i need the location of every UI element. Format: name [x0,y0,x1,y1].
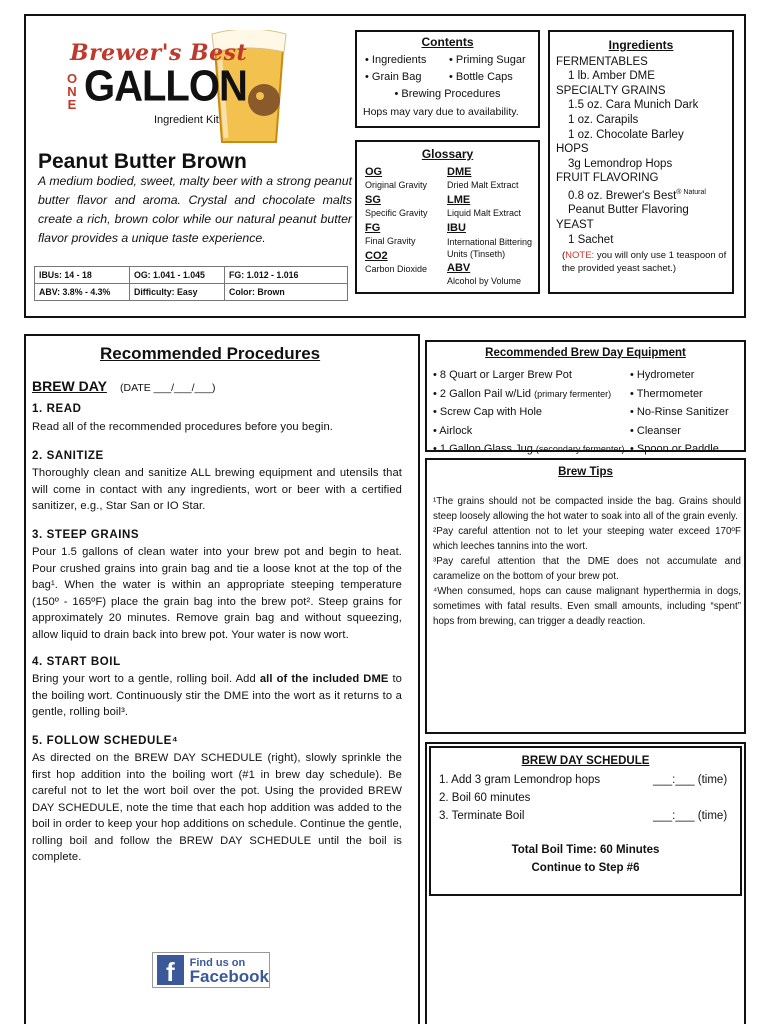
stat-ibu: IBUs: 14 - 18 [35,267,130,284]
step-5-title: 5. FOLLOW SCHEDULE⁴ [32,735,179,747]
ingredient-item: 1.5 oz. Cara Munich Dark [568,99,699,112]
brew-day-label: BREW DAY [32,378,107,394]
contents-item: • Grain Bag [365,71,422,83]
step-4-text-c: to the boiling wort. Continuously stir the DME into the wort as it returns to a gentle, rolling boil³. [32,673,402,718]
stats-row [35,284,348,301]
equipment-item [433,422,624,441]
ingredients-box [548,30,734,294]
contents-item: • Priming Sugar [449,54,526,66]
equipment-item: • No-Rinse Sanitizer [630,406,729,418]
brew-tip: ⁴When consumed, hops can cause malignant hyperthermia in dogs, sometimes with fatal results. Even small amounts, including “spent” hops from brewing, can trigger a deadly reaction. [433,586,741,627]
glossary-box [355,140,540,294]
ingredient-category: FRUIT FLAVORING [556,172,659,185]
stats-row [35,267,348,284]
procedures-title: Recommended Procedures [100,344,321,363]
ingredient-item: 3g Lemondrop Hops [568,157,673,170]
glossary-abbr: IBU [447,222,466,234]
contents-box [355,30,540,128]
facebook-icon: f [157,955,184,985]
schedule-item: 3. Terminate Boil [439,810,525,822]
equipment-list-left [433,366,624,459]
stat-fg: FG: 1.012 - 1.016 [225,267,348,284]
step-3-title: 3. STEEP GRAINS [32,529,140,541]
continue-step: Continue to Step #6 [531,862,640,874]
step-1-title: 1. READ [32,403,82,415]
equipment-item: • Hydrometer [630,369,695,381]
step-4-text [32,671,402,721]
ingredient-item [550,186,732,203]
brew-tips-box [425,458,746,734]
glossary-abbr: DME [447,166,472,178]
equipment-item-text: • 2 Gallon Pail w/Lid [433,387,535,400]
step-3-text: Pour 1.5 gallons of clean water into your brew pot and begin to heat. Pour crushed grains into grain bag and tie a loose knot at the top of the bag¹. When the water is within an appropriate steeping temperature (150º - 165ºF) place the grain bag into the brew pot². Steep grains for approximately 20 minutes. Remove grain bag and without squeezing, allow liquid to drain back into brew pot. Your water is now wort. [32,546,402,641]
glossary-def: Original Gravity [365,180,428,190]
step-5-text: As directed on the BREW DAY SCHEDULE (right), slowly sprinkle the first hop addition into the boiling wort (#1 in brew day schedule). Be careful not to let the wort boil over the pot. Using the provided BREW DAY SCHEDULE, note the time that each hop addition was added to the boil in order to keep your hop additions on schedule. Continue the gentle, rolling boil and follow the BREW DAY SCHEDULE until the boil is complete. [32,752,402,863]
equipment-item: • Cleanser [630,424,681,437]
stat-color: Color: Brown [225,284,348,301]
schedule-item: 2. Boil 60 minutes [439,792,531,804]
glossary-abbr: ABV [447,262,471,274]
equipment-item: • Thermometer [630,387,703,400]
schedule-time-field[interactable]: ___:___ (time) [653,810,728,822]
equipment-item-text: • Airlock [433,424,473,437]
equipment-list-right [630,366,729,459]
yeast-note [550,249,732,275]
ingredient-item: Peanut Butter Flavoring [568,204,689,217]
schedule-item: 1. Add 3 gram Lemondrop hops [439,774,601,786]
brand-script-text: Brewer's Best [70,40,248,66]
equipment-item-note: (secondary fermenter) [535,444,625,454]
ingredients-title: Ingredients [608,38,674,52]
contents-note: Hops may vary due to availability. [363,106,519,118]
one-vertical-text: O N E [66,71,78,112]
equipment-title: Recommended Brew Day Equipment [485,347,686,359]
equipment-item-text: • 8 Quart or Larger Brew Pot [433,369,572,381]
glossary-abbr: OG [365,166,383,178]
ingredient-category: FERMENTABLES [556,55,648,68]
contents-title: Contents [421,35,474,49]
brew-date-field: (DATE ___/___/___) [120,382,216,394]
ingredient-text: 0.8 oz. Brewer's Best [568,189,677,202]
recipe-title: Peanut Butter Brown [38,150,247,173]
glossary-abbr: FG [365,222,381,234]
ingredient-item: 1 Sachet [568,233,614,246]
brand-logo [54,30,294,150]
equipment-item [433,366,624,385]
equipment-item [433,385,624,404]
schedule-title: BREW DAY SCHEDULE [521,755,650,767]
recipe-stats-table [34,266,348,301]
stat-og: OG: 1.041 - 1.045 [130,267,225,284]
step-1-text: Read all of the recommended procedures before you begin. [32,421,334,433]
note-paren: ( [562,250,566,262]
brew-day-schedule-box [429,746,742,896]
stat-abv: ABV: 3.8% - 4.3% [35,284,130,301]
glossary-def: Dried Malt Extract [447,180,519,190]
equipment-item [433,440,624,459]
glossary-def: Specific Gravity [365,208,428,218]
brew-tip: ²Pay careful attention not to let your steeping water exceed 170ºF which leeches tannins into the wort. [433,526,741,552]
note-label: NOTE: [565,250,595,262]
contents-item: • Brewing Procedures [394,88,501,100]
facebook-badge[interactable] [152,952,270,988]
gallon-text: GALLON [84,61,247,111]
ingredient-item: 1 oz. Chocolate Barley [568,128,684,141]
glossary-def: Final Gravity [365,236,416,246]
registered-mark: ® Natural [676,188,706,196]
step-2-text: Thoroughly clean and sanitize ALL brewing equipment and utensils that will come in contact with any ingredients, wort or beer with a certified sanitizer, e.g., Star San or IO Star. [32,467,402,512]
equipment-item: • Spoon or Paddle [630,443,719,455]
step-4-title: 4. START BOIL [32,656,121,668]
brew-tips-list [433,494,741,629]
glossary-def: Liquid Malt Extract [447,208,522,218]
logo-subtitle: Ingredient Kit [154,114,219,126]
equipment-item-note: (primary fermenter) [534,388,612,399]
glossary-abbr: CO2 [365,250,388,262]
total-boil-time: Total Boil Time: 60 Minutes [511,844,660,856]
glossary-title: Glossary [421,147,474,161]
equipment-item [433,403,624,422]
brew-tip: ¹The grains should not be compacted inside the bag. Grains should steep loosely allowing the hot water to soak into all of the grain evenly. [433,496,741,522]
ingredient-category: HOPS [556,143,589,156]
facebook-line2: Facebook [189,967,269,986]
glossary-abbr: SG [365,194,381,206]
ingredient-item: 1 oz. Carapils [568,113,639,126]
step-2-title: 2. SANITIZE [32,450,104,462]
schedule-time-field[interactable]: ___:___ (time) [653,774,728,786]
glossary-def: Alcohol by Volume [447,276,522,286]
contents-item: • Ingredients [365,54,427,66]
step-4-text-a: Bring your wort to a gentle, rolling boil. Add [32,673,260,685]
facebook-text [190,956,269,984]
brew-tips-title: Brew Tips [558,466,613,478]
brew-tip: ³Pay careful attention that the DME does not accumulate and caramelize on the bottom of your brew pot. [433,556,741,582]
equipment-box [425,340,746,455]
step-4-text-bold: all of the included DME [259,673,389,685]
note-text: you will only use 1 teaspoon of the provided yeast sachet.) [562,250,727,275]
facebook-line1: Find us on [189,957,246,969]
equipment-item-text: • 1 Gallon Glass Jug [433,443,536,455]
ingredient-category: YEAST [556,218,594,231]
recipe-description: A medium bodied, sweet, malty beer with a strong peanut butter flavor and aroma. Crystal and chocolate malts create a rich, brown color while our natural peanut butter flavor provides a unique taste experience. [38,174,352,245]
glossary-def: Carbon Dioxide [365,264,428,274]
ingredient-item: 1 lb. Amber DME [568,70,655,83]
equipment-item-text: • Screw Cap with Hole [433,406,543,418]
glossary-abbr: LME [447,194,471,206]
contents-item: • Bottle Caps [449,71,513,83]
ingredient-category: SPECIALTY GRAINS [556,84,666,97]
stat-difficulty: Difficulty: Easy [130,284,225,301]
glossary-def: International Bittering Units (Tinseth) [447,237,533,259]
